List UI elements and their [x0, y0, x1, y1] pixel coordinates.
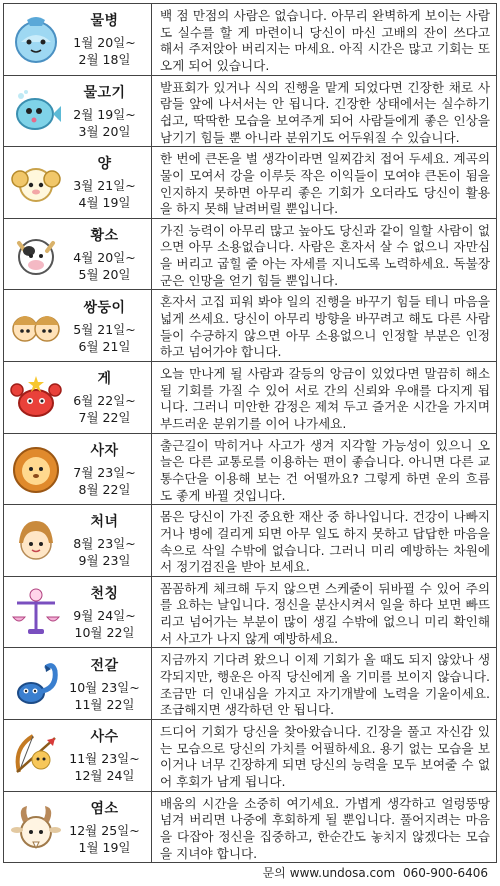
sign-date-to: 4월 19일 [78, 195, 131, 211]
sign-name: 쌍둥이 [83, 299, 126, 316]
sign-info [64, 655, 151, 713]
sign-cell [4, 648, 152, 719]
sign-cell [4, 577, 152, 648]
sign-date-from: 8월 23일~ [73, 536, 136, 552]
horoscope-row [3, 4, 497, 76]
sign-name: 천칭 [90, 586, 119, 603]
sign-name: 게 [97, 371, 112, 388]
sign-date-to: 10월 22일 [74, 625, 135, 641]
sign-info [64, 726, 151, 784]
sign-date-to: 3월 20일 [78, 123, 131, 139]
sign-date-from: 10월 23일~ [69, 679, 140, 695]
footer-contact [263, 864, 492, 881]
horoscope-row [3, 577, 497, 649]
sign-cell [4, 219, 152, 290]
sign-date-to: 7월 22일 [78, 410, 131, 426]
sign-date-from: 6월 22일~ [73, 393, 136, 409]
sign-info [64, 511, 151, 569]
horoscope-row [3, 290, 497, 362]
sign-name: 사수 [90, 729, 119, 746]
sign-date-from: 2월 19일~ [73, 106, 136, 122]
sign-cell [4, 362, 152, 433]
sign-date-from: 5월 21일~ [73, 321, 136, 337]
sign-date-from: 1월 20일~ [73, 35, 136, 51]
sign-name: 전갈 [90, 657, 119, 674]
pisces-icon [8, 83, 64, 139]
sign-info [64, 297, 151, 355]
sign-cell [4, 4, 152, 75]
horoscope-row [3, 434, 497, 506]
sign-name: 황소 [90, 228, 119, 245]
fortune-text: 오늘 만나게 될 사람과 갈등의 앙금이 있었다면 말끔히 해소될 기회를 가질 수 있어 서로 간의 신뢰와 우애를 다지게 됩니다. 그러니 미안한 감정은 제쳐 두고 즐거운 시간을 가지며 부드러운 분위기를 이어 나가세요. [160, 365, 490, 432]
fortune-text: 한 번에 큰돈을 벌 생각이라면 일찌감치 접어 두세요. 계곡의 물이 모여서 강을 이루듯 작은 이익들이 모여야 큰돈이 됨을 인지하지 못하면 아무리 좋은 기회가 오더라도 당신이 활용을 하지 못해 날려버릴 뿐입니다. [160, 151, 490, 217]
horoscope-row [3, 792, 497, 864]
sign-date-to: 9월 23일 [78, 553, 131, 569]
sign-cell [4, 720, 152, 791]
scorpio-icon [8, 656, 64, 712]
libra-icon [8, 584, 64, 640]
footer-website[interactable]: www.undosa.com [289, 866, 396, 880]
sign-cell [4, 290, 152, 361]
sign-date-from: 3월 21일~ [73, 178, 136, 194]
sign-info [64, 583, 151, 641]
sign-date-to: 5월 20일 [78, 267, 131, 283]
sign-date-from: 12월 25일~ [69, 822, 140, 838]
sign-date-to: 11월 22일 [74, 696, 135, 712]
horoscope-row [3, 648, 497, 720]
sign-cell [4, 434, 152, 505]
footer-label: 문의 [262, 866, 286, 880]
horoscope-row [3, 147, 497, 219]
fortune-text: 백 점 만점의 사람은 없습니다. 아무리 완벽하게 보이는 사람도 실수를 할 게 마련이니 당신이 마신 고배의 잔이 쓰다고 해서 주저앉아 버리지는 마세요. 아직 시간은 많고 기회는 또 오게 되어 있습니다. [160, 8, 490, 74]
sign-info [64, 153, 151, 211]
sign-name: 물고기 [83, 84, 126, 101]
horoscope-row [3, 720, 497, 792]
fortune-text: 혼자서 고집 피워 봐야 일의 진행을 바꾸기 힘들 테니 마음을 넓게 쓰세요. 당신이 아무리 방향을 바꾸려고 해도 다른 사람들이 수긍하지 않으면 아무 소용없으니 인정할 부분은 인정하고 넘어가야 합니다. [160, 294, 490, 360]
sign-info [64, 225, 151, 283]
sign-name: 사자 [90, 442, 119, 459]
sign-date-from: 7월 23일~ [73, 464, 136, 480]
sign-info [64, 440, 151, 498]
sign-date-from: 4월 20일~ [73, 250, 136, 266]
horoscope-row [3, 76, 497, 148]
aries-icon [8, 154, 64, 210]
footer-phone: 060-900-6406 [402, 866, 488, 880]
fortune-text: 가진 능력이 아무리 많고 높아도 당신과 같이 일할 사람이 없으면 아무 소용없습니다. 사람은 혼자서 살 수 없으니 자만심을 버리고 굽힐 줄 아는 자세를 지니도록 노력하세요. 독불장군은 인망을 얻기 힘들 뿐입니다. [160, 222, 490, 288]
sign-date-to: 6월 21일 [78, 338, 131, 354]
sign-cell [4, 76, 152, 147]
sign-cell [4, 505, 152, 576]
sign-name: 양 [97, 156, 112, 173]
virgo-icon [8, 512, 64, 568]
sign-date-from: 11월 23일~ [69, 751, 140, 767]
fortune-text: 몸은 당신이 가진 중요한 재산 중 하나입니다. 건강이 나빠지거나 병에 걸리게 되면 아무 일도 하지 못하고 답답한 마음을 속으로 삭일 수밖에 없습니다. 그러니 미리 예방하는 차원에서 정기검진을 받아 보세요. [160, 509, 490, 575]
sign-name: 처녀 [90, 514, 119, 531]
sign-info [64, 10, 151, 68]
fortune-text: 지금까지 기다려 왔으니 이제 기회가 올 때도 되지 않았나 생각되지만, 행운은 아직 당신에게 올 기미를 보이지 않습니다. 조금만 더 인내심을 가지고 자기개발에 노력을 기울이세요. 조급해지면 생각하던 안 됩니다. [160, 652, 490, 718]
cancer-icon [8, 369, 64, 425]
sign-info [64, 82, 151, 140]
fortune-text: 드디어 기회가 당신을 찾아왔습니다. 긴장을 풀고 자신감 있는 모습으로 당신의 가치를 어필하세요. 용기 없는 모습을 보이거나 너무 긴장하게 되면 당신의 능력을 모두 보여줄 수 없어 후회가 남게 됩니다. [160, 723, 490, 790]
sign-info [64, 368, 151, 426]
sign-name: 물병 [90, 13, 119, 30]
sign-date-to: 1월 19일 [78, 839, 131, 855]
fortune-text: 출근길이 막히거나 사고가 생겨 지각할 가능성이 있으니 오늘은 다른 교통로를 이용하는 편이 좋습니다. 아니면 다른 교통수단을 이용해 보는 건 어떨까요? 그렇게 하면 운의 흐름도 좋게 바뀔 것입니다. [160, 437, 490, 503]
capricorn-icon [8, 799, 64, 855]
sign-date-from: 9월 24일~ [73, 608, 136, 624]
sign-date-to: 8월 22일 [78, 481, 131, 497]
sign-date-to: 2월 18일 [78, 52, 131, 68]
gemini-icon [8, 298, 64, 354]
fortune-text: 꼼꼼하게 체크해 두지 않으면 스케줄이 뒤바뀔 수 있어 주의를 요하는 날입니다. 정신을 분산시켜서 일을 하다 보면 빠뜨리고 넘어가는 부분이 많이 생길 수밖에 없으니 미리 확인해서 사고가 나지 않게 예방하세요. [160, 580, 490, 646]
aquarius-icon [8, 11, 64, 67]
sign-date-to: 12월 24일 [74, 768, 135, 784]
leo-icon [8, 441, 64, 497]
sign-cell [4, 792, 152, 863]
horoscope-row [3, 219, 497, 291]
sagittarius-icon [8, 727, 64, 783]
taurus-icon [8, 226, 64, 282]
sign-name: 염소 [90, 800, 119, 817]
sign-info [64, 798, 151, 856]
sign-cell [4, 147, 152, 218]
fortune-text: 발표회가 있거나 식의 진행을 맡게 되었다면 긴장한 채로 사람들 앞에 나서서는 안 됩니다. 긴장한 상태에서는 실수하기 쉽고, 딱딱한 모습을 보여주게 되어 사람들에게 좋은 인상을 남기기 힘들 뿐 아니라 분위기도 어두워질 수 있습니다. [160, 79, 490, 145]
horoscope-table [3, 3, 497, 863]
horoscope-row [3, 505, 497, 577]
fortune-text: 배움의 시간을 소중히 여기세요. 가볍게 생각하고 얼렁뚱땅 넘겨 버리면 나중에 후회하게 될 뿐입니다. 풀어지려는 마음을 다잡아 정신을 집중하고, 한순간도 놓치지 않겠다는 모습을 지녀야 합니다. [160, 795, 490, 861]
horoscope-row [3, 362, 497, 434]
